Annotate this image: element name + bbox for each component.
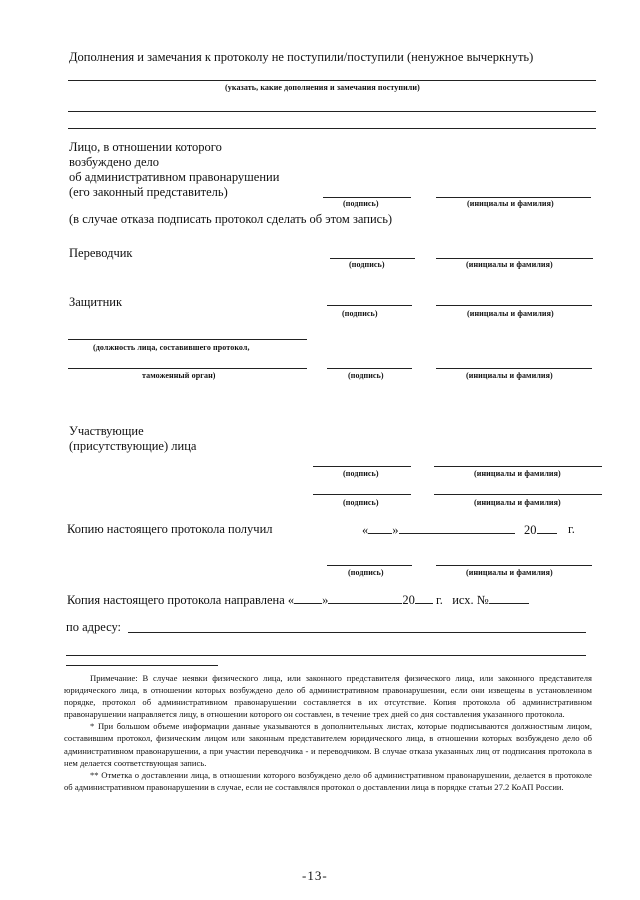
footnote-separator bbox=[66, 665, 218, 666]
person-label-line: Лицо, в отношении которого bbox=[69, 140, 222, 154]
translator-label: Переводчик bbox=[69, 246, 133, 260]
participants-label-line: Участвующие bbox=[69, 424, 144, 438]
remarks-line-3[interactable] bbox=[68, 128, 596, 129]
participant-1-name-line[interactable] bbox=[434, 466, 602, 467]
person-signature-line[interactable] bbox=[323, 197, 411, 198]
sent-year-suffix: г. bbox=[436, 593, 443, 607]
person-label-line: (его законный представитель) bbox=[69, 185, 228, 199]
copy-received-signature-caption: (подпись) bbox=[348, 568, 384, 577]
defender-name-caption: (инициалы и фамилия) bbox=[467, 309, 554, 318]
outgoing-number-label: исх. № bbox=[452, 593, 489, 607]
person-label bbox=[69, 140, 279, 200]
page-number: -13- bbox=[302, 868, 328, 883]
year-field[interactable] bbox=[537, 522, 557, 534]
person-signature-caption: (подпись) bbox=[343, 199, 379, 208]
sent-quote-close: » bbox=[322, 593, 329, 607]
copy-received-signature-line[interactable] bbox=[327, 565, 412, 566]
official-position-caption: (должность лица, составившего протокол, bbox=[93, 343, 250, 352]
additions-remarks-line: Дополнения и замечания к протоколу не поступили/поступили (ненужное вычеркнуть) bbox=[69, 50, 534, 64]
participant-2-signature-caption: (подпись) bbox=[343, 498, 379, 507]
official-signature-caption: (подпись) bbox=[348, 371, 384, 380]
outgoing-number-field[interactable] bbox=[489, 592, 529, 604]
customs-organ-caption: таможенный орган) bbox=[142, 371, 216, 380]
copy-received-label: Копию настоящего протокола получил bbox=[67, 522, 273, 536]
official-name-caption: (инициалы и фамилия) bbox=[466, 371, 553, 380]
sent-year-field[interactable] bbox=[415, 592, 433, 604]
footnotes bbox=[64, 672, 592, 793]
sent-year-prefix: 20 bbox=[402, 593, 415, 607]
copy-received-name-line[interactable] bbox=[436, 565, 592, 566]
translator-signature-caption: (подпись) bbox=[349, 260, 385, 269]
customs-organ-line[interactable] bbox=[68, 368, 307, 369]
day-field[interactable] bbox=[368, 522, 392, 534]
copy-received-date bbox=[362, 522, 515, 538]
copy-sent-line bbox=[67, 592, 529, 608]
note-paragraph: ** Отметка о доставлении лица, в отношении которого возбуждено дело об административном правонарушении, делается в протоколе об административном правонарушении в случае, если не составлялся протокол о доставлении лица в порядке статьи 27.2 КоАП России. bbox=[64, 769, 592, 792]
copy-received-name-caption: (инициалы и фамилия) bbox=[466, 568, 553, 577]
copy-received-year-suffix: г. bbox=[568, 522, 575, 536]
year-prefix: 20 bbox=[524, 523, 537, 537]
official-signature-line[interactable] bbox=[327, 368, 412, 369]
participant-1-signature-line[interactable] bbox=[313, 466, 411, 467]
note-paragraph: * При большом объеме информации данные указываются в дополнительных листах, которые подписываются должностным лицом, составившим протокол, физическим лицом или законным представителем юридического лица, в отношении которых возбуждено дело об административном правонарушении, а при участии переводчика - и переводчиком. В случае отказа указанных лиц от подписания протокола в нем делается соответствующая запись. bbox=[64, 721, 592, 768]
defender-signature-caption: (подпись) bbox=[342, 309, 378, 318]
copy-received-year bbox=[524, 522, 557, 538]
copy-sent-label: Копия настоящего протокола направлена « bbox=[67, 593, 295, 607]
translator-name-line[interactable] bbox=[436, 258, 593, 259]
sent-day-field[interactable] bbox=[294, 592, 322, 604]
address-line-2[interactable] bbox=[66, 655, 586, 656]
translator-name-caption: (инициалы и фамилия) bbox=[466, 260, 553, 269]
sent-month-field[interactable] bbox=[328, 592, 402, 604]
defender-label: Защитник bbox=[69, 295, 123, 309]
address-label: по адресу: bbox=[66, 620, 122, 634]
note-paragraph: Примечание: В случае неявки физического лица, или законного представителя физического лица, или законного представителя юридического лица, в отношении которых возбуждено дело об административном правонарушении, если они извещены в установленном порядке, протокол об административном правонарушении составляется в их отсутствие. Копия протокола об административном правонарушении направляется лицу, в отношении которого он составлен, в течение трех дней со дня составления указанного протокола. bbox=[64, 673, 592, 720]
participant-1-name-caption: (инициалы и фамилия) bbox=[474, 469, 561, 478]
remarks-caption: (указать, какие дополнения и замечания поступили) bbox=[225, 83, 420, 92]
person-name-caption: (инициалы и фамилия) bbox=[467, 199, 554, 208]
defender-name-line[interactable] bbox=[436, 305, 592, 306]
person-name-line[interactable] bbox=[436, 197, 591, 198]
participants-label-line: (присутствующие) лица bbox=[69, 439, 197, 453]
quote-open: « bbox=[362, 523, 369, 537]
refusal-note: (в случае отказа подписать протокол сделать об этом запись) bbox=[69, 212, 393, 226]
participant-2-name-line[interactable] bbox=[434, 494, 602, 495]
participant-1-signature-caption: (подпись) bbox=[343, 469, 379, 478]
official-position-line[interactable] bbox=[68, 339, 307, 340]
official-name-line[interactable] bbox=[436, 368, 592, 369]
participants-label bbox=[69, 424, 196, 454]
quote-close: » bbox=[392, 523, 399, 537]
participant-2-signature-line[interactable] bbox=[313, 494, 411, 495]
remarks-line-1[interactable] bbox=[68, 80, 596, 81]
person-label-line: об административном правонарушении bbox=[69, 170, 280, 184]
address-line-1[interactable] bbox=[128, 632, 586, 633]
remarks-line-2[interactable] bbox=[68, 111, 596, 112]
defender-signature-line[interactable] bbox=[327, 305, 412, 306]
translator-signature-line[interactable] bbox=[330, 258, 415, 259]
person-label-line: возбуждено дело bbox=[69, 155, 159, 169]
month-field[interactable] bbox=[399, 522, 515, 534]
participant-2-name-caption: (инициалы и фамилия) bbox=[474, 498, 561, 507]
